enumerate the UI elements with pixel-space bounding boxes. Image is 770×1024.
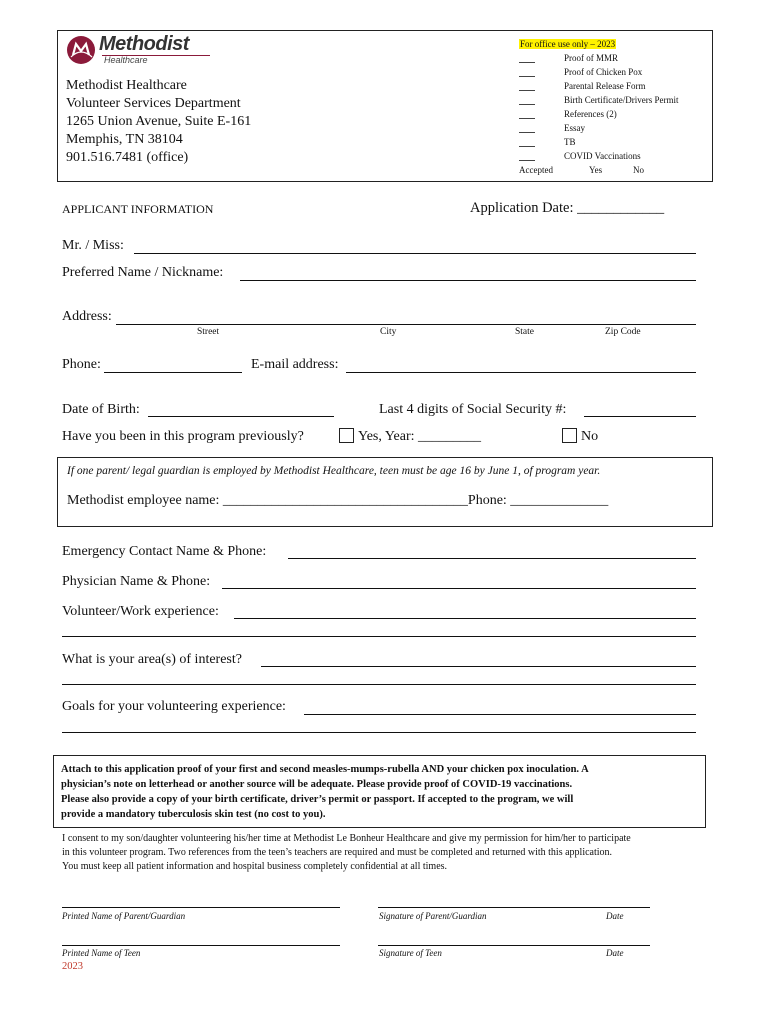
previous-yes-checkbox[interactable] bbox=[339, 428, 354, 443]
attach-line: Attach to this application proof of your first and second measles-mumps-rubella AND your chicken pox inoculation. A bbox=[61, 764, 589, 775]
previous-no-label: No bbox=[581, 429, 599, 444]
phone-field[interactable] bbox=[104, 372, 242, 373]
attach-line: physician’s note on letterhead or another source will be adequate. Please provide proof of COVID-19 vaccinations. bbox=[61, 779, 573, 790]
attach-notice-box bbox=[53, 755, 706, 828]
street-caption: Street bbox=[197, 327, 220, 337]
office-item: Proof of Chicken Pox bbox=[519, 67, 719, 80]
goals-field[interactable] bbox=[304, 714, 696, 715]
office-item: Essay bbox=[519, 123, 719, 136]
attach-notice bbox=[61, 762, 589, 822]
emergency-field[interactable] bbox=[288, 558, 696, 559]
experience-label: Volunteer/Work experience: bbox=[62, 604, 219, 619]
footer-year: 2023 bbox=[62, 961, 83, 972]
employee-name-field[interactable]: Methodist employee name: ___________________________________Phone: ______________ bbox=[67, 493, 609, 508]
office-yes: Yes bbox=[589, 165, 603, 175]
interest-label: What is your area(s) of interest? bbox=[62, 652, 242, 667]
teen-signature-caption: Signature of Teen bbox=[379, 948, 442, 958]
consent-line: You must keep all patient information and hospital business completely confidential at all times. bbox=[62, 861, 448, 872]
office-item: TB bbox=[519, 137, 719, 150]
address-field[interactable] bbox=[116, 324, 696, 325]
emergency-label: Emergency Contact Name & Phone: bbox=[62, 544, 267, 559]
date-caption: Date bbox=[606, 911, 624, 921]
header-box bbox=[57, 30, 713, 182]
previous-label: Have you been in this program previously? bbox=[62, 429, 304, 444]
office-item: Proof of MMR bbox=[519, 53, 719, 66]
office-title: For office use only – 2023 bbox=[520, 39, 616, 49]
consent-line: in this volunteer program. Two references from the teen’s teachers are required and must be completed and returned with this application. bbox=[62, 847, 613, 858]
org-dept: Volunteer Services Department bbox=[66, 96, 241, 111]
org-city: Memphis, TN 38104 bbox=[66, 132, 183, 147]
dob-label: Date of Birth: bbox=[62, 402, 140, 417]
parent-signature-caption: Signature of Parent/Guardian bbox=[379, 911, 487, 921]
logo-sub: Healthcare bbox=[104, 55, 148, 65]
experience-field-2[interactable] bbox=[62, 636, 696, 637]
teen-signature-field[interactable] bbox=[378, 945, 650, 946]
experience-field[interactable] bbox=[234, 618, 696, 619]
parent-note: If one parent/ legal guardian is employed by Methodist Healthcare, teen must be age 16 by June 1, of program year. bbox=[67, 465, 601, 477]
section-title: APPLICANT INFORMATION bbox=[62, 202, 214, 216]
application-date[interactable]: Application Date: ____________ bbox=[470, 200, 665, 216]
email-label: E-mail address: bbox=[251, 357, 339, 372]
consent-text bbox=[62, 832, 631, 874]
office-item: COVID Vaccinations bbox=[519, 151, 719, 164]
logo-emblem-icon bbox=[66, 35, 96, 65]
attach-line: provide a mandatory tuberculosis skin test (no cost to you). bbox=[61, 809, 326, 820]
org-street: 1265 Union Avenue, Suite E-161 bbox=[66, 114, 252, 129]
office-use-block bbox=[519, 39, 709, 179]
parent-employee-box bbox=[57, 457, 713, 527]
previous-no-checkbox[interactable] bbox=[562, 428, 577, 443]
goals-label: Goals for your volunteering experience: bbox=[62, 699, 286, 714]
parent-name-caption: Printed Name of Parent/Guardian bbox=[62, 911, 186, 921]
ssn-label: Last 4 digits of Social Security #: bbox=[379, 402, 567, 417]
name-label: Mr. / Miss: bbox=[62, 238, 124, 253]
parent-signature-field[interactable] bbox=[378, 907, 650, 908]
consent-line: I consent to my son/daughter volunteering his/her time at Methodist Le Bonheur Healthcare and give my permission for him/her to participate bbox=[62, 833, 631, 844]
logo-name: Methodist bbox=[99, 33, 189, 55]
interest-field[interactable] bbox=[261, 666, 696, 667]
office-accepted: Accepted bbox=[519, 165, 553, 175]
state-caption: State bbox=[515, 327, 534, 337]
physician-label: Physician Name & Phone: bbox=[62, 574, 211, 589]
phone-label: Phone: bbox=[62, 357, 101, 372]
org-address bbox=[66, 77, 251, 167]
date-caption-2: Date bbox=[606, 948, 624, 958]
physician-field[interactable] bbox=[222, 588, 696, 589]
teen-name-field[interactable] bbox=[62, 945, 340, 946]
dob-field[interactable] bbox=[148, 416, 334, 417]
office-item: Parental Release Form bbox=[519, 81, 719, 94]
office-item: Birth Certificate/Drivers Permit bbox=[519, 95, 719, 108]
methodist-logo bbox=[66, 35, 216, 69]
parent-name-field[interactable] bbox=[62, 907, 340, 908]
org-phone: 901.516.7481 (office) bbox=[66, 150, 189, 165]
interest-field-2[interactable] bbox=[62, 684, 696, 685]
zip-caption: Zip Code bbox=[605, 327, 641, 337]
name-field[interactable] bbox=[134, 253, 696, 254]
nickname-field[interactable] bbox=[240, 280, 696, 281]
teen-name-caption: Printed Name of Teen bbox=[62, 948, 141, 958]
goals-field-2[interactable] bbox=[62, 732, 696, 733]
city-caption: City bbox=[380, 327, 397, 337]
office-no: No bbox=[633, 165, 644, 175]
ssn-field[interactable] bbox=[584, 416, 696, 417]
org-name: Methodist Healthcare bbox=[66, 78, 187, 93]
previous-yes-label: Yes, Year: _________ bbox=[358, 429, 482, 444]
office-item: References (2) bbox=[519, 109, 719, 122]
address-label: Address: bbox=[62, 309, 112, 324]
email-field[interactable] bbox=[346, 372, 696, 373]
nickname-label: Preferred Name / Nickname: bbox=[62, 265, 224, 280]
attach-line: Please also provide a copy of your birth certificate, driver’s permit or passport. If accepted to the program, we will bbox=[61, 794, 574, 805]
